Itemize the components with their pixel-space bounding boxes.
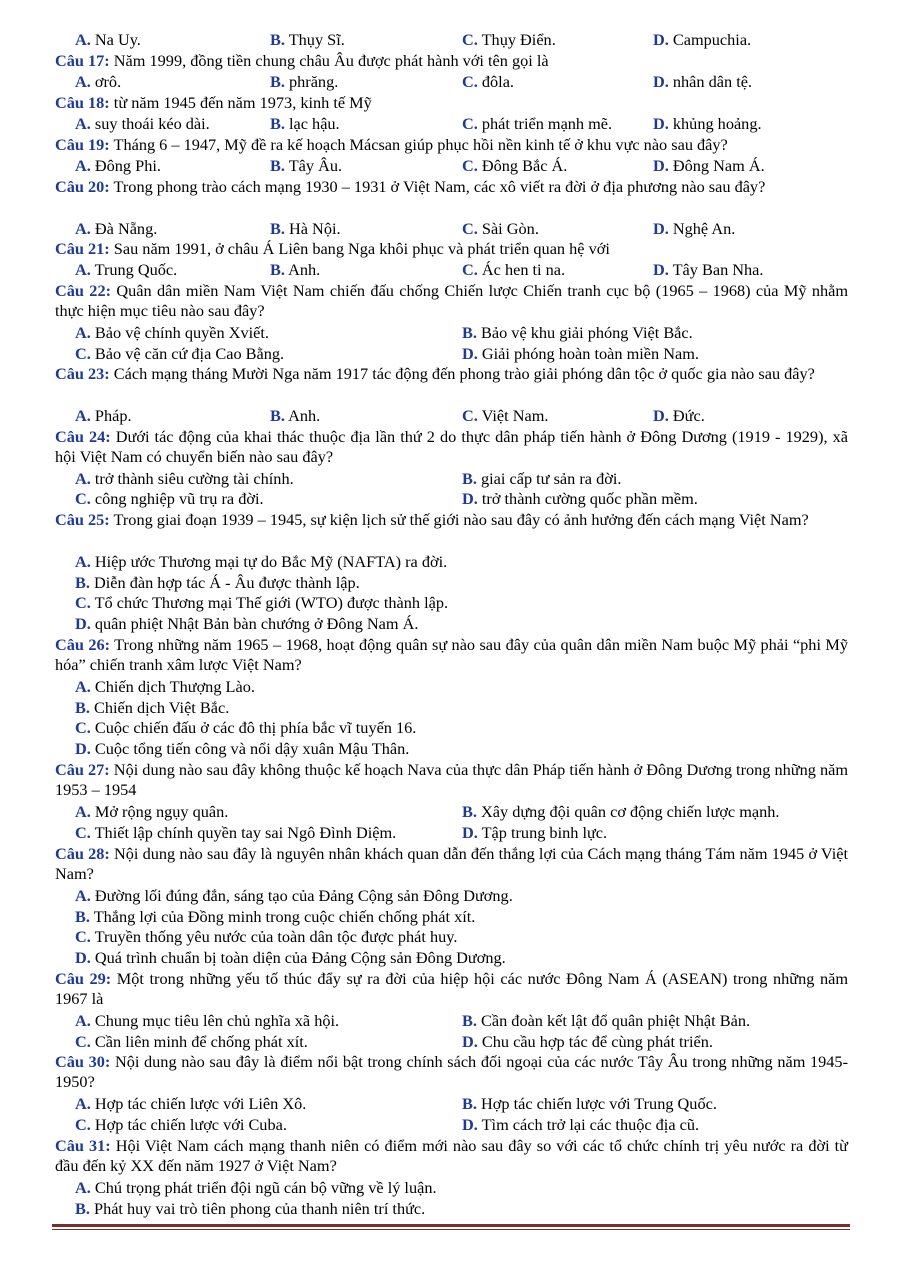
- q22-option-b[interactable]: B. Bảo vệ khu giải phóng Việt Bắc.: [462, 323, 693, 342]
- q19-option-b[interactable]: B. Tây Âu.: [270, 156, 343, 175]
- q18-option-b[interactable]: B. lạc hậu.: [270, 114, 340, 133]
- q20-option-c[interactable]: C. Sài Gòn.: [462, 219, 539, 238]
- q25-option-d[interactable]: D. quân phiệt Nhật Bản bàn chướng ở Đông Nam Á.: [75, 614, 419, 633]
- q20-stem: Câu 20: Trong phong trào cách mạng 1930 – 1931 ở Việt Nam, các xô viết ra đời ở địa phương nào sau đây?: [55, 177, 766, 196]
- q26-option-b[interactable]: B. Chiến dịch Việt Bắc.: [75, 698, 230, 717]
- q22-options-row2: [55, 344, 848, 364]
- q30-option-c[interactable]: C. Hợp tác chiến lược với Cuba.: [75, 1115, 287, 1134]
- q21-option-b[interactable]: B. Anh.: [270, 260, 321, 279]
- q20-option-b[interactable]: B. Hà Nội.: [270, 219, 341, 238]
- q19-stem: Câu 19: Tháng 6 – 1947, Mỹ đề ra kế hoạch Mácsan giúp phục hồi nền kinh tế ở khu vực nào sau đây?: [55, 135, 728, 154]
- q21-stem: Câu 21: Sau năm 1991, ở châu Á Liên bang Nga khôi phục và phát triển quan hệ với: [55, 239, 610, 258]
- q16-option-c[interactable]: C. Thụy Điển.: [462, 30, 556, 49]
- q17-stem: Câu 17: Năm 1999, đồng tiền chung châu Âu được phát hành với tên gọi là: [55, 51, 549, 70]
- q29-option-c[interactable]: C. Cần liên minh để chống phát xít.: [75, 1032, 308, 1051]
- q17-option-a[interactable]: A. ơrô.: [75, 72, 122, 91]
- q19-option-d[interactable]: D. Đông Nam Á.: [653, 156, 765, 175]
- q26-option-c[interactable]: C. Cuộc chiến đấu ở các đô thị phía bắc vĩ tuyến 16.: [75, 718, 417, 737]
- q29-options-row1: [55, 1011, 848, 1031]
- q23-option-b[interactable]: B. Anh.: [270, 406, 321, 425]
- q21-option-a[interactable]: A. Trung Quốc.: [75, 260, 178, 279]
- q29-option-b[interactable]: B. Cần đoàn kết lật đổ quân phiệt Nhật Bản.: [462, 1011, 751, 1030]
- q21-options: [55, 260, 848, 280]
- q16-option-a[interactable]: A. Na Uy.: [75, 30, 141, 49]
- q28-option-a[interactable]: A. Đường lối đúng đắn, sáng tạo của Đảng Cộng sản Đông Dương.: [75, 886, 513, 905]
- q31-option-a[interactable]: A. Chú trọng phát triển đội ngũ cán bộ vững về lý luận.: [75, 1178, 437, 1197]
- q27-stem: Câu 27: Nội dung nào sau đây không thuộc kế hoạch Nava của thực dân Pháp tiến hành ở Đông Dương trong những năm 1953 – 1954: [55, 760, 848, 799]
- q29-option-a[interactable]: A. Chung mục tiêu lên chủ nghĩa xã hội.: [75, 1011, 340, 1030]
- q16-options: [55, 30, 848, 50]
- q26-option-a[interactable]: A. Chiến dịch Thượng Lào.: [75, 677, 255, 696]
- q21-option-d[interactable]: D. Tây Ban Nha.: [653, 260, 764, 279]
- q30-option-b[interactable]: B. Hợp tác chiến lược với Trung Quốc.: [462, 1094, 717, 1113]
- q22-option-d[interactable]: D. Giải phóng hoàn toàn miền Nam.: [462, 344, 699, 363]
- q16-option-d[interactable]: D. Campuchia.: [653, 30, 752, 49]
- q17-option-d[interactable]: D. nhân dân tệ.: [653, 72, 753, 91]
- q18-option-c[interactable]: C. phát triển mạnh mẽ.: [462, 114, 613, 133]
- q27-option-d[interactable]: D. Tập trung binh lực.: [462, 823, 608, 842]
- q29-options-row2: [55, 1032, 848, 1052]
- q18-stem: Câu 18: từ năm 1945 đến năm 1973, kinh tế Mỹ: [55, 93, 372, 112]
- q24-options-row1: [55, 469, 848, 489]
- q24-option-b[interactable]: B. giai cấp tư sản ra đời.: [462, 469, 622, 488]
- q27-options-row1: [55, 802, 848, 822]
- q25-option-b[interactable]: B. Diễn đàn hợp tác Á - Âu được thành lập.: [75, 573, 360, 592]
- q22-option-a[interactable]: A. Bảo vệ chính quyền Xviết.: [75, 323, 269, 342]
- q22-options-row1: [55, 323, 848, 343]
- q28-option-c[interactable]: C. Truyền thống yêu nước của toàn dân tộc được phát huy.: [75, 927, 458, 946]
- q17-options: [55, 72, 848, 92]
- q20-options: [55, 219, 848, 239]
- footer-divider-thin: [52, 1229, 850, 1230]
- q22-option-c[interactable]: C. Bảo vệ căn cứ địa Cao Bằng.: [75, 344, 285, 363]
- q17-option-c[interactable]: C. đôla.: [462, 72, 514, 91]
- footer-divider-thick: [52, 1224, 850, 1227]
- q30-stem: Câu 30: Nội dung nào sau đây là điểm nổi bật trong chính sách đối ngoại của các nước Tây Âu trong những năm 1945-1950?: [55, 1052, 848, 1091]
- q28-option-d[interactable]: D. Quá trình chuẩn bị toàn diện của Đảng Cộng sản Đông Dương.: [75, 948, 506, 967]
- q24-stem: Câu 24: Dưới tác động của khai thác thuộc địa lần thứ 2 do thực dân pháp tiến hành ở Đông Dương (1919 - 1929), xã hội Việt Nam có chuyển biến nào sau đây?: [55, 427, 848, 466]
- q25-stem: Câu 25: Trong giai đoạn 1939 – 1945, sự kiện lịch sử thế giới nào sau đây có ảnh hưởng đến cách mạng Việt Nam?: [55, 510, 809, 529]
- q24-options-row2: [55, 489, 848, 509]
- q29-option-d[interactable]: D. Chu cầu hợp tác để cùng phát triển.: [462, 1032, 713, 1051]
- q25-option-a[interactable]: A. Hiệp ước Thương mại tự do Bắc Mỹ (NAFTA) ra đời.: [75, 552, 448, 571]
- q17-option-b[interactable]: B. phrăng.: [270, 72, 339, 91]
- q26-option-d[interactable]: D. Cuộc tổng tiến công và nổi dậy xuân Mậu Thân.: [75, 739, 410, 758]
- q19-options: [55, 156, 848, 176]
- q31-stem: Câu 31: Hội Việt Nam cách mạng thanh niên có điểm mới nào sau đây so với các tổ chức chính trị yêu nước ra đời từ đầu đến kỷ XX đến năm 1927 ở Việt Nam?: [55, 1136, 848, 1175]
- q16-option-b[interactable]: B. Thụy Sĩ.: [270, 30, 345, 49]
- q30-options-row2: [55, 1115, 848, 1135]
- q25-option-c[interactable]: C. Tổ chức Thương mại Thế giới (WTO) được thành lập.: [75, 593, 449, 612]
- q30-option-a[interactable]: A. Hợp tác chiến lược với Liên Xô.: [75, 1094, 307, 1113]
- q26-stem: Câu 26: Trong những năm 1965 – 1968, hoạt động quân sự nào sau đây của quân dân miền Nam buộc Mỹ phải “phi Mỹ hóa” chiến tranh xâm lược Việt Nam?: [55, 635, 848, 674]
- q20-option-d[interactable]: D. Nghệ An.: [653, 219, 736, 238]
- q20-option-a[interactable]: A. Đà Nẵng.: [75, 219, 158, 238]
- q24-option-d[interactable]: D. trở thành cường quốc phần mềm.: [462, 489, 698, 508]
- q18-option-d[interactable]: D. khủng hoảng.: [653, 114, 762, 133]
- q27-option-a[interactable]: A. Mở rộng ngụy quân.: [75, 802, 229, 821]
- q30-option-d[interactable]: D. Tìm cách trở lại các thuộc địa cũ.: [462, 1115, 700, 1134]
- q22-stem: Câu 22: Quân dân miền Nam Việt Nam chiến đấu chống Chiến lược Chiến tranh cục bộ (1965 – 1968) của Mỹ nhằm thực hiện mục tiêu nào sau đây?: [55, 281, 848, 320]
- q23-options: [55, 406, 848, 426]
- q24-option-c[interactable]: C. công nghiệp vũ trụ ra đời.: [75, 489, 264, 508]
- q31-option-b[interactable]: B. Phát huy vai trò tiên phong của thanh niên trí thức.: [75, 1199, 426, 1218]
- q18-options: [55, 114, 848, 134]
- q23-stem: Câu 23: Cách mạng tháng Mười Nga năm 1917 tác động đến phong trào giải phóng dân tộc ở quốc gia nào sau đây?: [55, 364, 815, 383]
- q27-option-c[interactable]: C. Thiết lập chính quyền tay sai Ngô Đình Diệm.: [75, 823, 397, 842]
- q27-option-b[interactable]: B. Xây dựng đội quân cơ động chiến lược mạnh.: [462, 802, 780, 821]
- q21-option-c[interactable]: C. Ác hen ti na.: [462, 260, 566, 279]
- q27-options-row2: [55, 823, 848, 843]
- q19-option-a[interactable]: A. Đông Phi.: [75, 156, 161, 175]
- q29-stem: Câu 29: Một trong những yếu tố thúc đẩy sự ra đời của hiệp hội các nước Đông Nam Á (ASEAN) trong những năm 1967 là: [55, 969, 848, 1008]
- q24-option-a[interactable]: A. trở thành siêu cường tài chính.: [75, 469, 294, 488]
- q30-options-row1: [55, 1094, 848, 1114]
- q28-option-b[interactable]: B. Thắng lợi của Đồng minh trong cuộc chiến chống phát xít.: [75, 907, 476, 926]
- q23-option-d[interactable]: D. Đức.: [653, 406, 705, 425]
- q18-option-a[interactable]: A. suy thoái kéo dài.: [75, 114, 210, 133]
- q19-option-c[interactable]: C. Đông Bắc Á.: [462, 156, 568, 175]
- q28-stem: Câu 28: Nội dung nào sau đây là nguyên nhân khách quan dẫn đến thắng lợi của Cách mạng tháng Tám năm 1945 ở Việt Nam?: [55, 844, 848, 883]
- q23-option-c[interactable]: C. Việt Nam.: [462, 406, 549, 425]
- q23-option-a[interactable]: A. Pháp.: [75, 406, 132, 425]
